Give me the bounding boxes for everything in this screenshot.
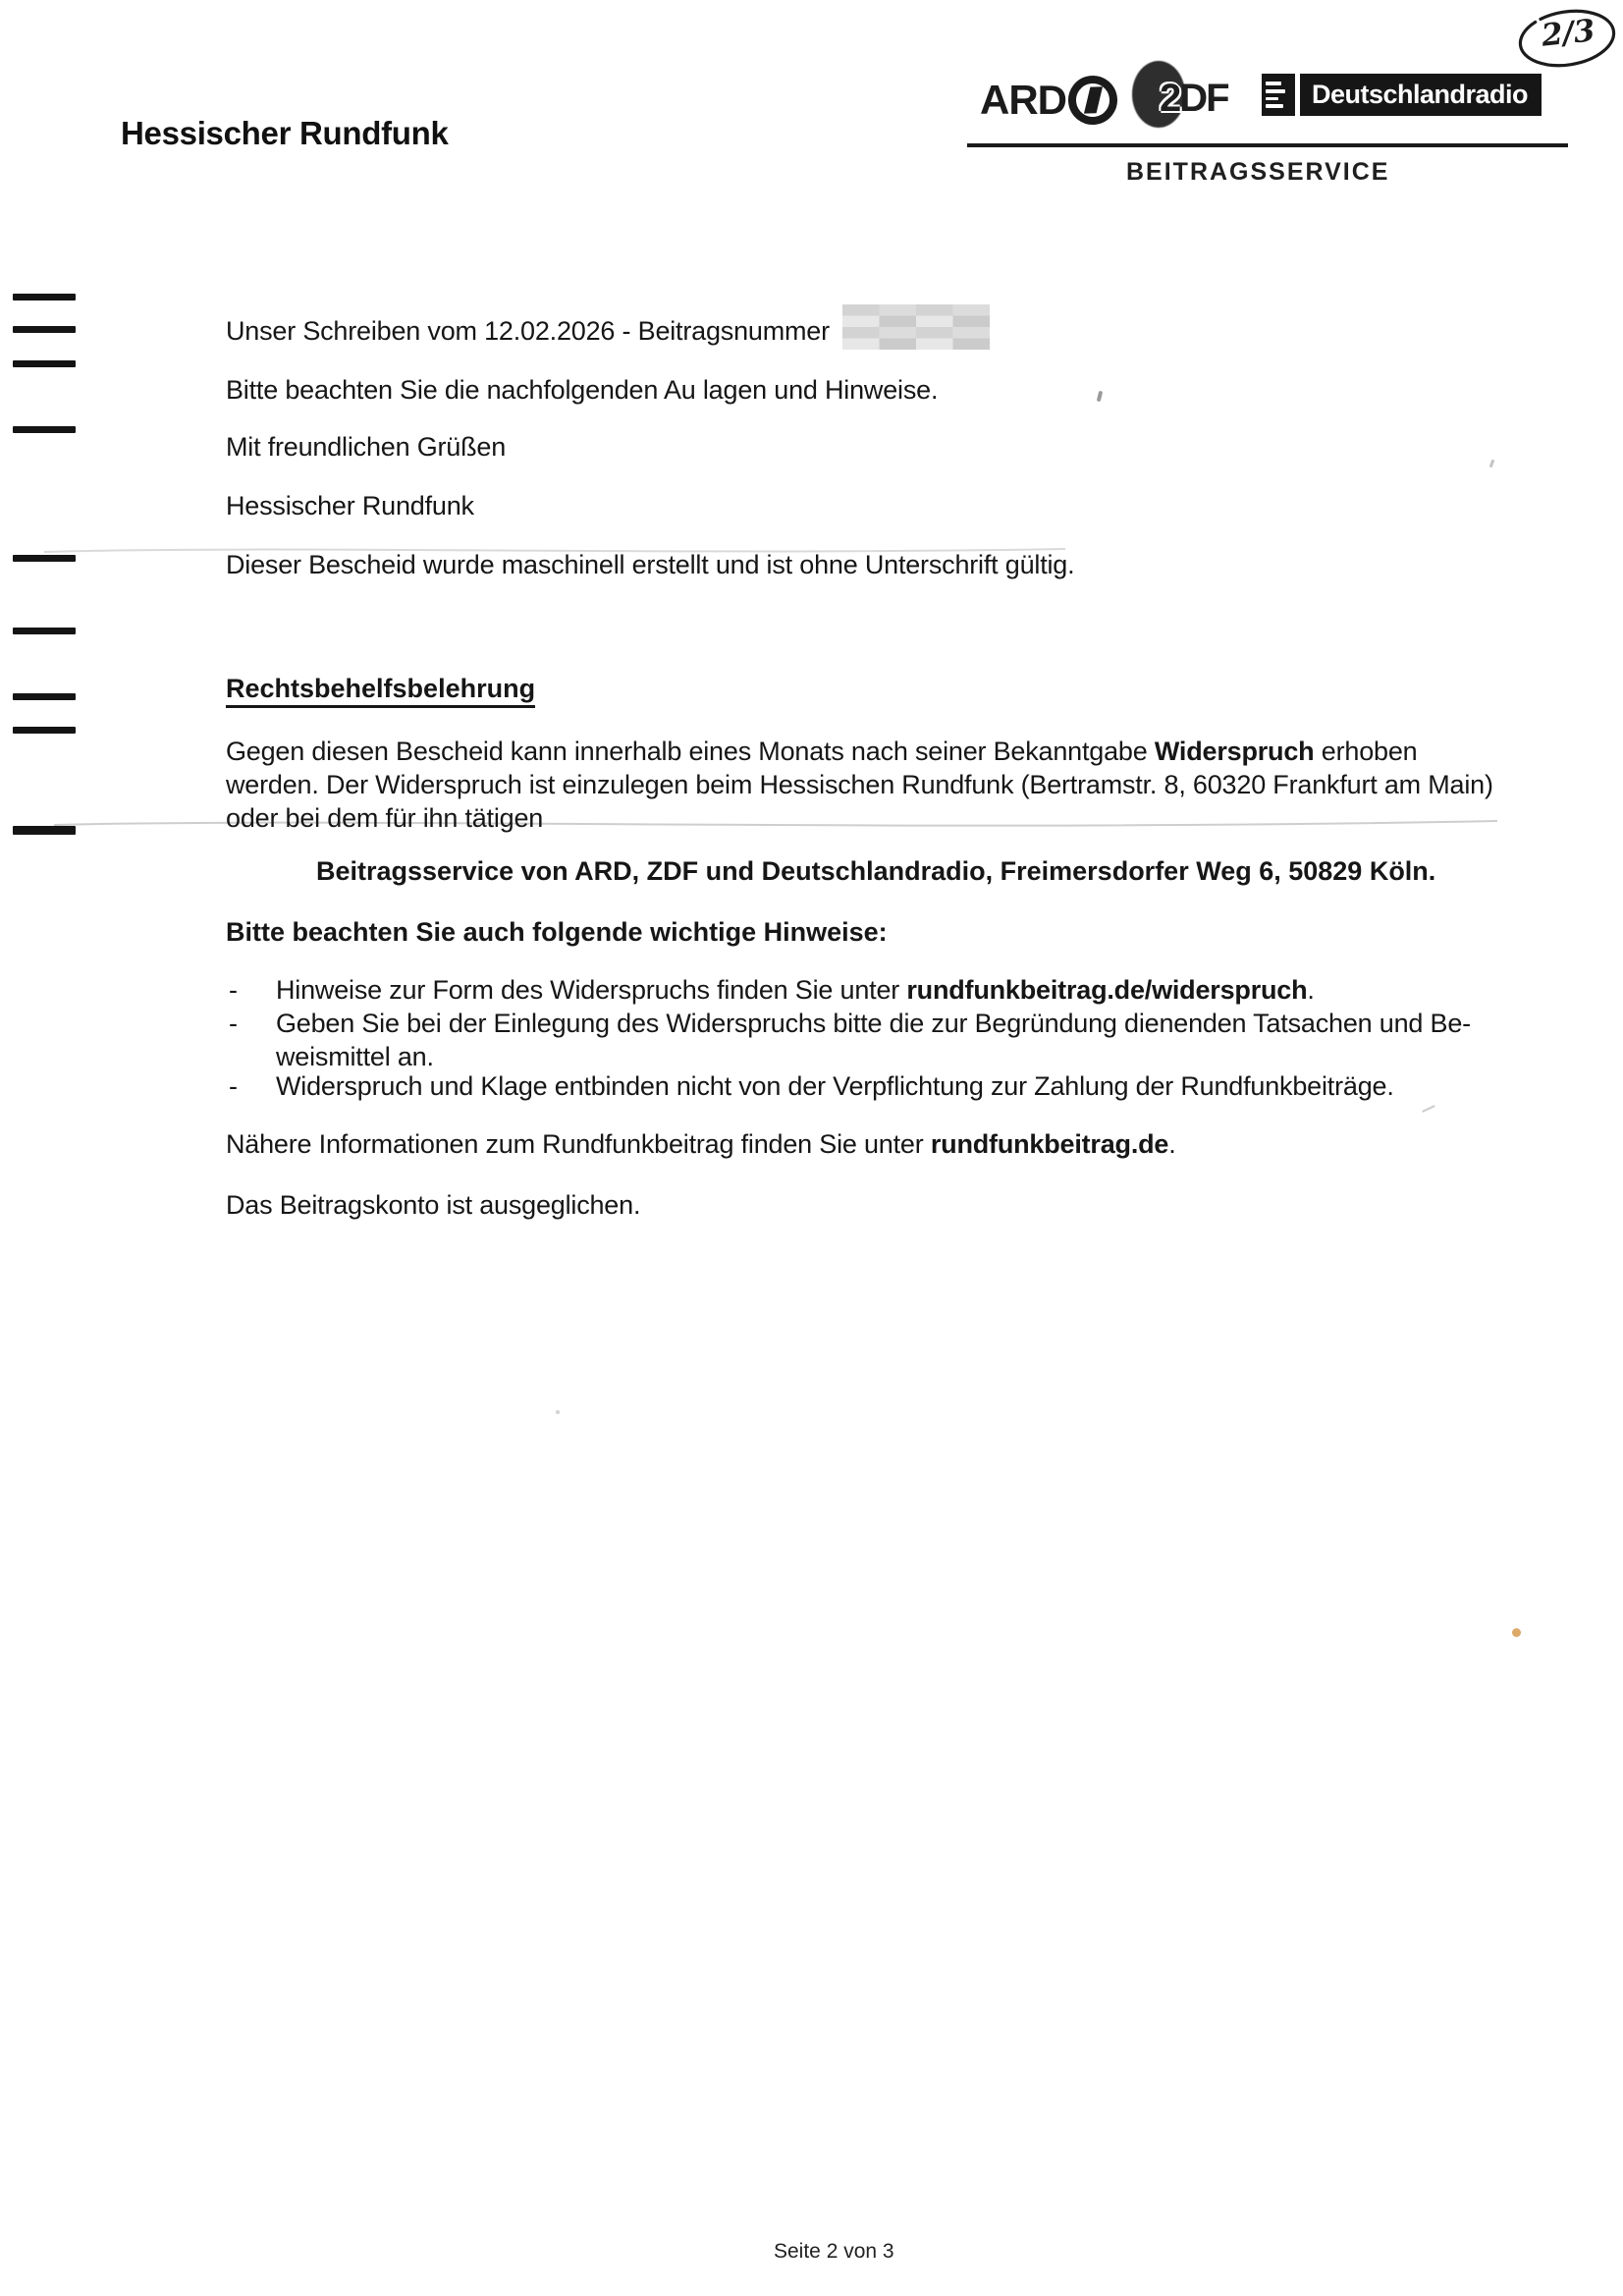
fold-mark bbox=[13, 360, 76, 367]
machine-note-line: Dieser Bescheid wurde maschinell erstellt und ist ohne Unterschrift gültig. bbox=[226, 550, 1075, 579]
zdf-logo bbox=[1132, 59, 1250, 130]
deutschlandradio-wordmark: Deutschlandradio bbox=[1300, 74, 1542, 116]
fold-mark bbox=[13, 693, 76, 700]
scan-artifact bbox=[1097, 391, 1104, 403]
fold-mark bbox=[13, 426, 76, 433]
ard-logo-text: ARD bbox=[980, 77, 1066, 123]
header-divider bbox=[967, 143, 1568, 147]
widerspruch-bold: Widerspruch bbox=[1154, 737, 1315, 766]
ard-logo bbox=[980, 76, 1117, 125]
appeal-heading: Rechtsbehelfsbelehrung bbox=[226, 674, 535, 708]
appeal-paragraph: Gegen diesen Bescheid kann innerhalb eines Monats nach seiner Bekanntgabe Widerspruch erhoben werden. Der Widerspruch ist einzulegen beim Hessischen Rundfunk (Bertramstr. 8, 60320 Frankfurt am Main) oder bei dem für ihn tätigen bbox=[226, 737, 1493, 833]
intro-line: Bitte beachten Sie die nachfolgenden Au lagen und Hinweise. bbox=[226, 375, 939, 405]
signature-line: Hessischer Rundfunk bbox=[226, 491, 474, 520]
bullet-text: Hinweise zur Form des Widerspruchs finden Sie unter rundfunkbeitrag.de/widerspruch. bbox=[276, 975, 1315, 1005]
bullet-text: Geben Sie bei der Einlegung des Widerspruchs bitte die zur Begründung dienenden Tatsachen und Be- weismittel an. bbox=[276, 1009, 1471, 1071]
deutschlandradio-lines-icon bbox=[1262, 74, 1295, 116]
hints-heading: Bitte beachten Sie auch folgende wichtige Hinweise: bbox=[226, 917, 888, 947]
bullet-text: Widerspruch und Klage entbinden nicht von der Verpflichtung zur Zahlung der Rundfunkbeiträge. bbox=[276, 1071, 1394, 1101]
greeting-line: Mit freundlichen Grüßen bbox=[226, 432, 507, 462]
fold-mark bbox=[13, 628, 76, 634]
fold-mark bbox=[13, 727, 76, 734]
handwritten-page-note: 2/3 bbox=[1508, 2, 1623, 75]
redacted-beitragsnummer bbox=[842, 304, 990, 350]
bullet-item bbox=[229, 1007, 1471, 1073]
scan-artifact bbox=[556, 1410, 560, 1414]
fold-mark bbox=[13, 555, 76, 562]
zdf-logo-text: 2DF bbox=[1160, 77, 1228, 120]
sender-name: Hessischer Rundfunk bbox=[121, 115, 449, 151]
reference-line: Unser Schreiben vom 12.02.2026 - Beitragsnummer bbox=[226, 316, 830, 346]
scan-artifact bbox=[1489, 460, 1495, 468]
beitragsservice-address: Beitragsservice von ARD, ZDF und Deutschlandradio, Freimersdorfer Weg 6, 50829 Köln. bbox=[316, 856, 1436, 886]
fold-mark bbox=[13, 826, 76, 835]
page-indicator: Seite 2 von 3 bbox=[774, 2240, 894, 2263]
broadcaster-logo-row bbox=[967, 39, 1571, 137]
deutschlandradio-logo bbox=[1262, 74, 1542, 116]
fold-mark bbox=[13, 326, 76, 333]
bullet-marker: - bbox=[229, 975, 238, 1005]
bullet-item bbox=[229, 973, 1315, 1007]
balance-line: Das Beitragskonto ist ausgeglichen. bbox=[226, 1190, 641, 1220]
bullet-item bbox=[229, 1069, 1394, 1103]
info-line: Nähere Informationen zum Rundfunkbeitrag finden Sie unter rundfunkbeitrag.de. bbox=[226, 1129, 1176, 1159]
ard-one-icon bbox=[1065, 73, 1120, 128]
fold-mark bbox=[13, 294, 76, 301]
scan-artifact bbox=[1422, 1105, 1435, 1113]
beitragsservice-caption: BEITRAGSSERVICE bbox=[1126, 158, 1390, 186]
scan-artifact-orange-dot bbox=[1512, 1628, 1521, 1637]
bullet-marker: - bbox=[229, 1009, 238, 1038]
bullet-marker: - bbox=[229, 1071, 238, 1101]
